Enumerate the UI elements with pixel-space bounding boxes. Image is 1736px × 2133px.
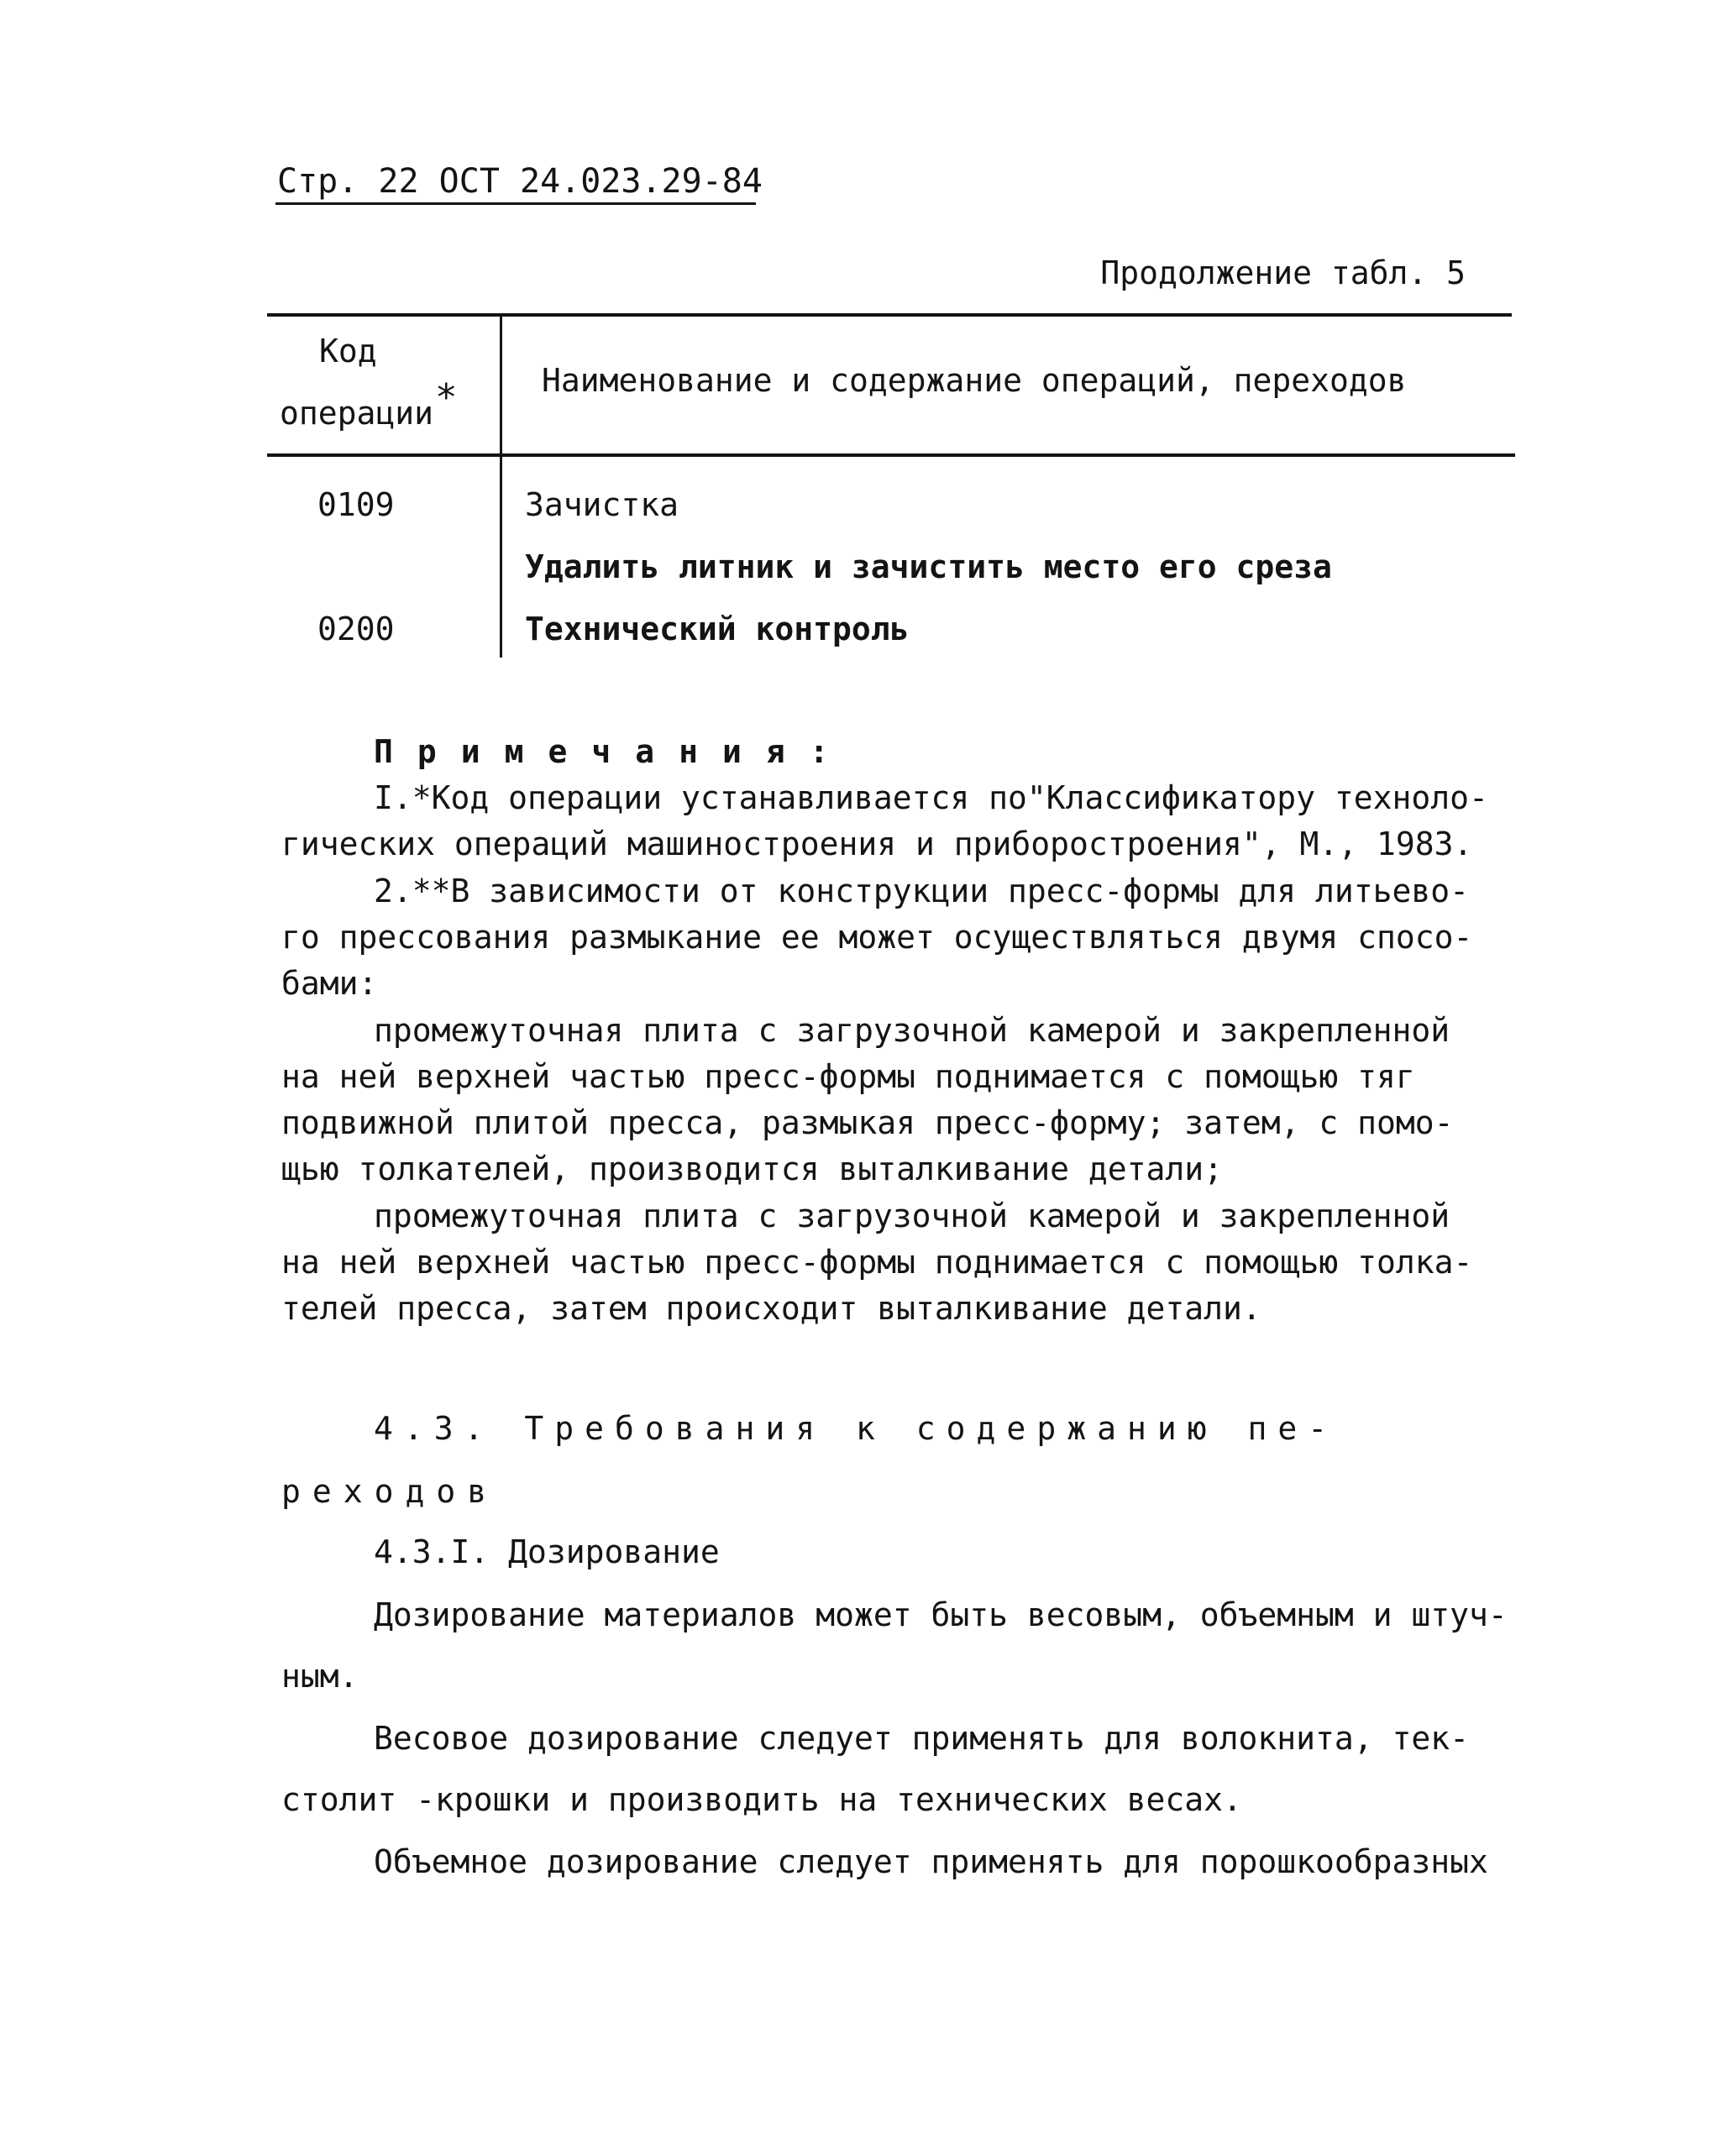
note-line: гических операций машиностроения и приборостроения", М., 1983. — [281, 825, 1473, 862]
section-heading: 4.3. Требования к содержанию пе- — [374, 1410, 1339, 1447]
table-header-rule — [267, 453, 1515, 457]
table-row-text: Технический контроль — [525, 611, 910, 647]
body-paragraph-line: Весовое дозирование следует применять для волокнита, тек- — [374, 1720, 1470, 1757]
note-line: промежуточная плита с загрузочной камерой и закрепленной — [374, 1198, 1450, 1234]
column-header-code-line2: операции — [280, 395, 434, 432]
table-continuation-label: Продолжение табл. 5 — [1100, 254, 1466, 291]
subsection-heading: 4.3.I. Дозирование — [374, 1533, 720, 1570]
table-top-rule — [267, 313, 1512, 317]
note-line: бами: — [281, 965, 378, 1002]
note-line: 2.**В зависимости от конструкции пресс-формы для литьево- — [374, 873, 1470, 909]
column-header-code-line1: Код — [319, 333, 377, 369]
note-line: I.*Код операции устанавливается по"Классификатору техноло- — [374, 779, 1488, 816]
column-header-asterisk: * — [435, 376, 458, 419]
table-row-code: 0200 — [317, 611, 395, 647]
table-row-text: Удалить литник и зачистить место его среза — [525, 548, 1332, 585]
table-row-code: 0109 — [317, 486, 395, 523]
note-line: щью толкателей, производится выталкивание детали; — [281, 1150, 1224, 1187]
note-line: телей пресса, затем происходит выталкивание детали. — [281, 1290, 1261, 1327]
column-header-operation-name: Наименование и содержание операций, переходов — [542, 362, 1407, 399]
table-column-divider — [500, 313, 502, 658]
note-line: на ней верхней частью пресс-формы поднимается с помощью тяг — [281, 1058, 1415, 1095]
body-paragraph-line: столит -крошки и производить на технических весах. — [281, 1781, 1242, 1818]
header-underline — [275, 202, 756, 205]
body-paragraph-line: ным. — [281, 1658, 359, 1695]
notes-title: Примечания: — [374, 733, 853, 770]
page-reference: Стр. 22 ОСТ 24.023.29-84 — [277, 162, 763, 201]
note-line: на ней верхней частью пресс-формы поднимается с помощью толка- — [281, 1244, 1473, 1281]
body-paragraph-line: Дозирование материалов может быть весовым, объемным и штуч- — [374, 1596, 1508, 1633]
note-line: подвижной плитой пресса, размыкая пресс-форму; затем, с помо- — [281, 1104, 1454, 1141]
note-line: промежуточная плита с загрузочной камерой и закрепленной — [374, 1012, 1450, 1049]
body-paragraph-line: Объемное дозирование следует применять для порошкообразных — [374, 1843, 1488, 1880]
section-heading-continued: реходов — [281, 1473, 499, 1510]
note-line: го прессования размыкание ее может осуществляться двумя спосо- — [281, 919, 1473, 956]
table-row-text: Зачистка — [525, 486, 679, 523]
